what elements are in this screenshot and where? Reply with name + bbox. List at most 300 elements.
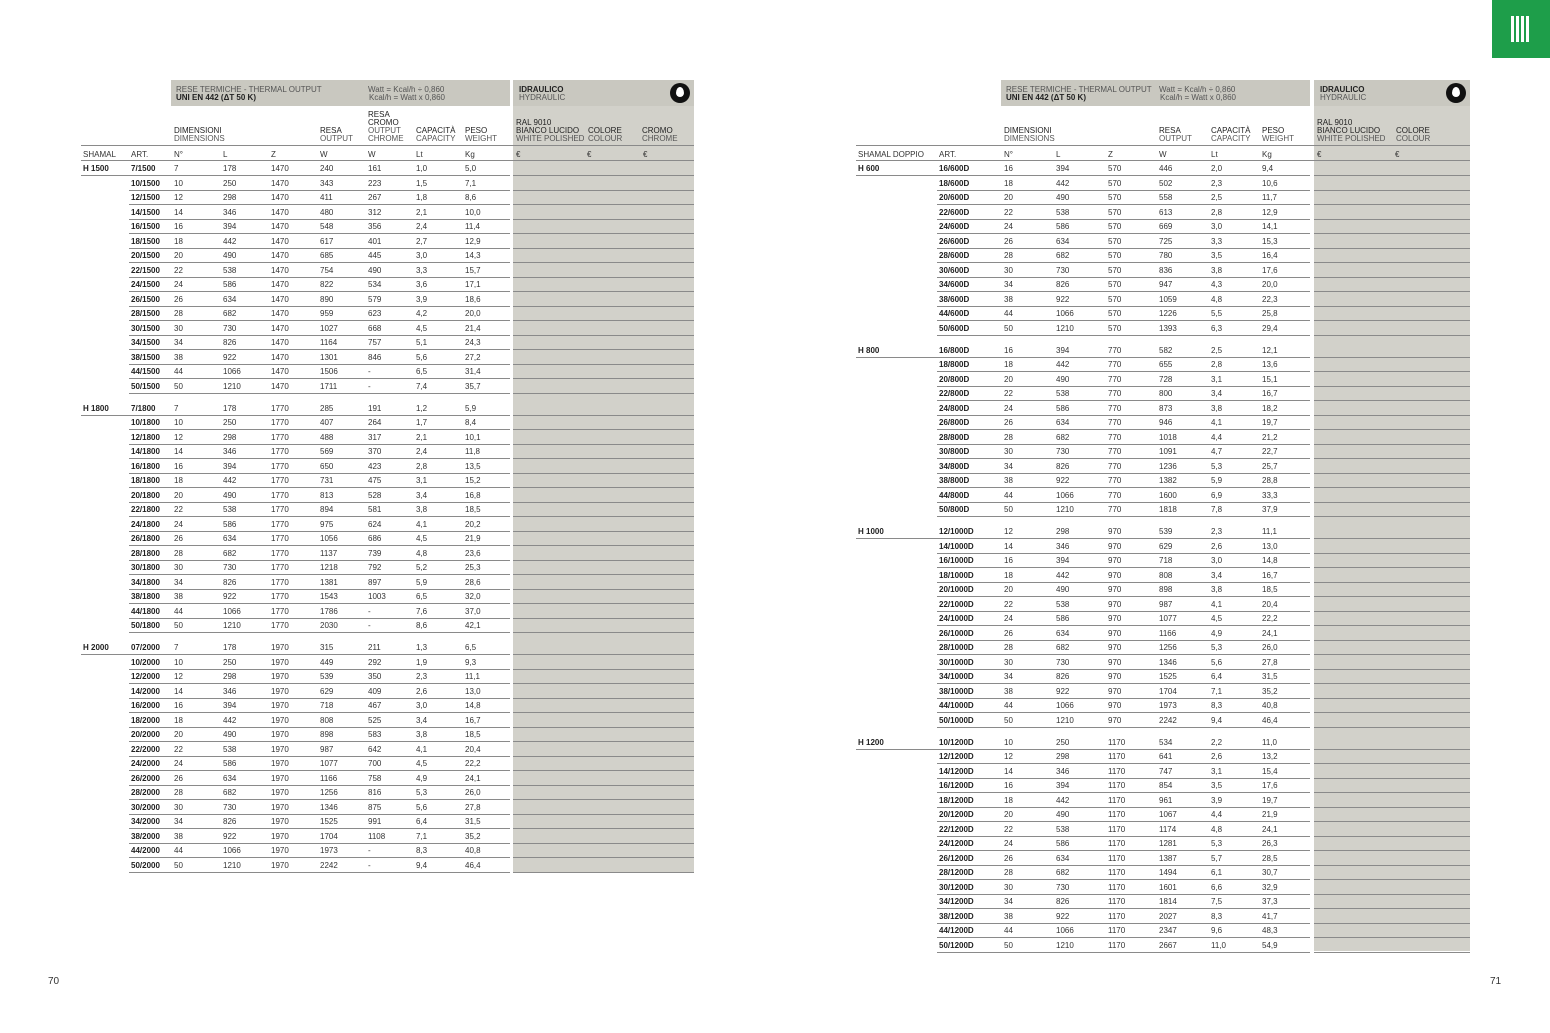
cell-kg: 11,0 xyxy=(1262,737,1277,747)
cell-wc: 356 xyxy=(368,222,382,231)
cell-wc: 191 xyxy=(368,403,382,413)
cell-art: 50/800D xyxy=(939,505,970,514)
cell-art: 50/1000D xyxy=(939,715,974,725)
cell-n: 14 xyxy=(174,686,183,696)
cell-lt: 4,8 xyxy=(1211,294,1223,304)
cell-kg: 28,6 xyxy=(465,577,481,587)
cell-l: 730 xyxy=(1056,882,1070,892)
cell-n: 44 xyxy=(1004,490,1013,500)
cell-n: 26 xyxy=(1004,628,1013,638)
chrome-output-label-3: OUTPUT xyxy=(368,126,401,135)
cell-w: 2347 xyxy=(1159,926,1177,935)
cell-n: 34 xyxy=(174,338,183,347)
col-n-label: N° xyxy=(1004,150,1013,159)
cell-art: 24/600D xyxy=(939,222,970,231)
cell-z: 770 xyxy=(1108,505,1122,514)
cell-lt: 2,3 xyxy=(1211,178,1223,188)
cell-w: 1525 xyxy=(320,817,338,826)
cell-z: 770 xyxy=(1108,403,1122,413)
cell-w: 488 xyxy=(320,432,334,442)
cell-z: 1470 xyxy=(271,207,289,217)
dimensions-label-it: DIMENSIONI xyxy=(1004,126,1052,135)
cell-n: 10 xyxy=(174,178,183,188)
cell-kg: 10,6 xyxy=(1262,178,1278,188)
cell-n: 44 xyxy=(174,606,183,616)
page-number-left: 70 xyxy=(48,976,60,987)
cell-kg: 15,7 xyxy=(465,265,481,275)
price-row-rule xyxy=(513,320,694,321)
price-row-rule xyxy=(1314,357,1470,358)
cell-l: 586 xyxy=(1056,614,1070,623)
row-rule xyxy=(129,756,510,757)
cell-w: 1525 xyxy=(1159,672,1177,681)
cell-z: 1770 xyxy=(271,461,289,471)
cell-lt: 9,6 xyxy=(1211,926,1223,935)
row-rule xyxy=(937,669,1310,670)
cell-wc: - xyxy=(368,621,371,630)
cell-kg: 35,2 xyxy=(465,831,481,841)
cell-w: 946 xyxy=(1159,418,1173,427)
cell-l: 298 xyxy=(223,432,237,442)
cell-z: 1970 xyxy=(271,831,289,841)
cell-kg: 24,1 xyxy=(465,773,481,783)
price-row-rule xyxy=(513,415,694,416)
row-rule xyxy=(937,248,1310,249)
cell-n: 12 xyxy=(174,432,183,442)
cell-l: 634 xyxy=(1056,628,1070,638)
cell-n: 10 xyxy=(174,657,183,667)
cell-l: 490 xyxy=(1056,585,1070,594)
cell-n: 20 xyxy=(174,490,183,500)
cell-w: 629 xyxy=(1159,541,1173,551)
cell-lt: 5,7 xyxy=(1211,853,1223,863)
cell-art: 28/1200D xyxy=(939,868,974,877)
cell-wc: 583 xyxy=(368,730,382,739)
row-rule xyxy=(129,589,510,590)
row-rule xyxy=(937,444,1310,445)
cell-n: 24 xyxy=(174,519,183,529)
cell-art: 50/1500 xyxy=(131,381,160,391)
row-rule xyxy=(937,233,1310,234)
cell-l: 178 xyxy=(223,403,237,413)
cell-w: 1382 xyxy=(1159,476,1177,485)
cell-z: 1470 xyxy=(271,280,289,289)
cell-lt: 2,0 xyxy=(1211,164,1223,173)
cell-w: 808 xyxy=(1159,570,1173,580)
white-polished-label-it: BIANCO LUCIDO xyxy=(1317,126,1381,135)
cell-w: 480 xyxy=(320,207,334,217)
cell-n: 50 xyxy=(174,621,183,630)
price-row-rule xyxy=(1314,335,1470,336)
cell-n: 30 xyxy=(174,563,183,572)
cell-l: 394 xyxy=(1056,345,1070,355)
price-row-rule xyxy=(1314,277,1470,278)
price-row-rule xyxy=(513,814,694,815)
row-rule xyxy=(129,683,510,684)
cell-n: 38 xyxy=(1004,686,1013,696)
cell-kg: 19,7 xyxy=(1262,418,1278,427)
cell-l: 922 xyxy=(1056,476,1070,485)
cell-art: 10/1800 xyxy=(131,418,160,427)
cell-art: 22/1800 xyxy=(131,505,160,514)
col-z-label: Z xyxy=(1108,150,1113,159)
row-rule xyxy=(129,669,510,670)
cell-z: 1170 xyxy=(1108,868,1126,877)
cell-w: 718 xyxy=(1159,556,1173,565)
cell-l: 490 xyxy=(223,490,237,500)
cell-kg: 16,7 xyxy=(1262,570,1278,580)
cell-lt: 5,9 xyxy=(1211,476,1223,485)
cell-art: 18/1500 xyxy=(131,236,160,246)
thermal-title: RESE TERMICHE - THERMAL OUTPUT xyxy=(1006,85,1152,94)
cell-lt: 11,0 xyxy=(1211,940,1226,950)
cell-z: 1470 xyxy=(271,236,289,246)
price-row-rule xyxy=(513,872,694,873)
cell-w: 1137 xyxy=(320,548,338,558)
price-row-rule xyxy=(513,618,694,619)
output-label-it: RESA xyxy=(320,126,342,135)
cell-kg: 20,0 xyxy=(465,309,481,318)
cell-z: 970 xyxy=(1108,701,1122,710)
cell-art: 34/1200D xyxy=(939,897,974,906)
cell-l: 346 xyxy=(1056,541,1070,551)
cell-z: 770 xyxy=(1108,432,1122,442)
cell-kg: 15,1 xyxy=(1262,374,1278,384)
hydraulic-label-en: HYDRAULIC xyxy=(519,93,566,102)
cell-l: 1066 xyxy=(1056,490,1074,500)
row-rule xyxy=(129,473,510,474)
price-row-rule xyxy=(1314,792,1470,793)
cell-l: 538 xyxy=(223,265,237,275)
cell-w: 2027 xyxy=(1159,911,1177,921)
cell-n: 7 xyxy=(174,164,179,173)
cell-lt: 4,9 xyxy=(1211,628,1223,638)
row-rule xyxy=(129,814,510,815)
cell-w: 1056 xyxy=(320,534,338,543)
cell-lt: 2,5 xyxy=(1211,193,1223,202)
row-rule xyxy=(129,785,510,786)
price-row-rule xyxy=(1314,596,1470,597)
cell-wc: 370 xyxy=(368,447,382,456)
cell-l: 490 xyxy=(223,251,237,260)
cell-z: 770 xyxy=(1108,360,1122,369)
cell-kg: 28,5 xyxy=(1262,853,1278,863)
cell-n: 20 xyxy=(174,251,183,260)
cell-n: 16 xyxy=(1004,345,1013,355)
cell-w: 1059 xyxy=(1159,294,1177,304)
cell-z: 1970 xyxy=(271,672,289,681)
price-row-rule xyxy=(513,444,694,445)
row-rule xyxy=(129,444,510,445)
cell-n: 30 xyxy=(1004,447,1013,456)
cell-w: 1494 xyxy=(1159,868,1177,877)
price-row-rule xyxy=(513,669,694,670)
price-row-rule xyxy=(1314,952,1470,953)
row-rule xyxy=(937,371,1310,372)
cell-wc: - xyxy=(368,381,371,391)
cell-kg: 15,3 xyxy=(1262,236,1278,246)
cell-n: 50 xyxy=(174,381,183,391)
cell-art: 10/1500 xyxy=(131,178,160,188)
cell-z: 1470 xyxy=(271,352,289,362)
price-row-rule xyxy=(513,589,694,590)
cell-wc: 624 xyxy=(368,519,382,529)
euro-white-label: € xyxy=(516,150,521,159)
cell-w: 1164 xyxy=(320,338,338,347)
price-row-rule xyxy=(1314,444,1470,445)
price-row-rule xyxy=(513,429,694,430)
cell-kg: 16,8 xyxy=(465,490,481,500)
cell-kg: 27,8 xyxy=(1262,657,1278,667)
row-rule xyxy=(129,248,510,249)
cell-kg: 7,1 xyxy=(465,178,477,188)
cell-n: 12 xyxy=(174,672,183,681)
cell-l: 442 xyxy=(223,236,237,246)
cell-l: 682 xyxy=(223,548,237,558)
cell-z: 1470 xyxy=(271,222,289,231)
cell-w: 1226 xyxy=(1159,309,1177,318)
hydraulic-label-it: IDRAULICO xyxy=(1320,85,1365,94)
cell-w: 1077 xyxy=(320,759,338,768)
row-rule xyxy=(129,603,510,604)
row-rule xyxy=(937,850,1310,851)
cell-w: 1236 xyxy=(1159,461,1177,471)
group-label: H 1800 xyxy=(83,403,109,413)
price-row-rule xyxy=(513,233,694,234)
row-rule xyxy=(129,741,510,742)
cell-n: 12 xyxy=(174,193,183,202)
cell-z: 570 xyxy=(1108,222,1122,231)
price-row-rule xyxy=(1314,923,1470,924)
price-row-rule xyxy=(513,487,694,488)
cell-w: 1346 xyxy=(1159,657,1177,667)
row-rule xyxy=(937,415,1310,416)
cell-kg: 41,7 xyxy=(1262,911,1278,921)
cell-n: 24 xyxy=(1004,222,1013,231)
cell-kg: 12,9 xyxy=(465,236,481,246)
cell-kg: 11,7 xyxy=(1262,193,1277,202)
cell-z: 1770 xyxy=(271,403,289,413)
cell-l: 298 xyxy=(223,193,237,202)
cell-w: 1018 xyxy=(1159,432,1177,442)
cell-w: 1381 xyxy=(320,577,338,587)
cell-lt: 3,0 xyxy=(1211,222,1223,231)
cell-l: 250 xyxy=(223,657,237,667)
watt-formula: Watt = Kcal/h ÷ 0,860 xyxy=(368,85,445,94)
price-row-rule xyxy=(513,574,694,575)
row-rule xyxy=(937,763,1310,764)
cell-l: 586 xyxy=(223,280,237,289)
cell-n: 18 xyxy=(1004,570,1013,580)
ral-label: RAL 9010 xyxy=(516,118,552,127)
cell-l: 250 xyxy=(223,418,237,427)
cell-lt: 5,6 xyxy=(416,352,428,362)
thermal-norm: UNI EN 442 (ΔT 50 K) xyxy=(176,93,256,102)
cell-l: 826 xyxy=(223,338,237,347)
cell-z: 1170 xyxy=(1108,853,1126,863)
cell-art: 38/1000D xyxy=(939,686,974,696)
cell-n: 24 xyxy=(1004,614,1013,623)
cell-wc: 475 xyxy=(368,476,382,485)
cell-art: 22/600D xyxy=(939,207,970,217)
cell-lt: 4,5 xyxy=(416,323,428,333)
cell-l: 394 xyxy=(223,701,237,710)
cell-n: 38 xyxy=(174,352,183,362)
row-rule xyxy=(81,175,510,176)
cell-n: 28 xyxy=(174,788,183,797)
cell-lt: 2,7 xyxy=(416,236,428,246)
cell-z: 1970 xyxy=(271,802,289,812)
cell-w: 548 xyxy=(320,222,334,231)
cell-l: 1210 xyxy=(223,860,241,870)
cell-art: 38/1500 xyxy=(131,352,160,362)
euro-chrome-label: € xyxy=(643,150,648,159)
cell-w: 1601 xyxy=(1159,882,1177,892)
row-rule xyxy=(937,908,1310,909)
cell-lt: 7,1 xyxy=(416,831,428,841)
cell-n: 18 xyxy=(174,236,183,246)
cell-kg: 22,2 xyxy=(465,759,481,768)
header-rule xyxy=(856,145,1470,146)
price-row-rule xyxy=(1314,727,1470,728)
cell-lt: 4,1 xyxy=(1211,599,1223,609)
cell-kg: 24,3 xyxy=(465,338,481,347)
cell-w: 240 xyxy=(320,164,334,173)
cell-z: 1970 xyxy=(271,759,289,768)
cell-w: 800 xyxy=(1159,389,1173,398)
cell-kg: 17,6 xyxy=(1262,781,1278,790)
cell-n: 16 xyxy=(174,701,183,710)
cell-l: 298 xyxy=(223,672,237,681)
row-rule xyxy=(937,473,1310,474)
cell-w: 569 xyxy=(320,447,334,456)
cell-z: 1770 xyxy=(271,447,289,456)
cell-z: 1970 xyxy=(271,773,289,783)
cell-art: 34/600D xyxy=(939,280,970,289)
price-row-rule xyxy=(513,516,694,517)
cell-z: 1170 xyxy=(1108,839,1126,848)
cell-z: 570 xyxy=(1108,251,1122,260)
price-row-rule xyxy=(1314,582,1470,583)
hydraulic-label-en: HYDRAULIC xyxy=(1320,93,1367,102)
cell-art: 34/2000 xyxy=(131,817,160,826)
cell-art: 44/800D xyxy=(939,490,970,500)
cell-art: 44/2000 xyxy=(131,846,160,855)
cell-kg: 27,8 xyxy=(465,802,481,812)
cell-z: 970 xyxy=(1108,715,1122,725)
cell-l: 1066 xyxy=(1056,701,1074,710)
cell-z: 1770 xyxy=(271,563,289,572)
cell-w: 718 xyxy=(320,701,334,710)
cell-wc: 490 xyxy=(368,265,382,275)
cell-wc: - xyxy=(368,860,371,870)
cell-w: 813 xyxy=(320,490,334,500)
price-row-rule xyxy=(513,248,694,249)
cell-kg: 8,4 xyxy=(465,418,477,427)
row-rule xyxy=(937,937,1310,938)
row-rule xyxy=(129,429,510,430)
cell-z: 970 xyxy=(1108,643,1122,652)
cell-lt: 3,4 xyxy=(1211,570,1223,580)
cell-z: 1770 xyxy=(271,534,289,543)
cell-n: 18 xyxy=(174,476,183,485)
cell-wc: 846 xyxy=(368,352,382,362)
cell-l: 442 xyxy=(223,715,237,725)
price-row-rule xyxy=(513,458,694,459)
price-row-rule xyxy=(1314,640,1470,641)
cell-lt: 7,5 xyxy=(1211,897,1223,906)
cell-w: 1711 xyxy=(320,381,338,391)
cell-kg: 35,7 xyxy=(465,381,481,391)
price-row-rule xyxy=(1314,669,1470,670)
cell-lt: 2,6 xyxy=(1211,541,1223,551)
cell-lt: 4,8 xyxy=(416,548,428,558)
cell-l: 394 xyxy=(1056,556,1070,565)
cell-lt: 1,0 xyxy=(416,164,428,173)
cell-art: 10/1200D xyxy=(939,737,974,747)
ral-label: RAL 9010 xyxy=(1317,118,1353,127)
cell-w: 558 xyxy=(1159,193,1173,202)
row-rule xyxy=(937,458,1310,459)
cell-l: 634 xyxy=(223,534,237,543)
cell-art: 14/1800 xyxy=(131,447,160,456)
price-row-rule xyxy=(513,502,694,503)
cell-kg: 20,0 xyxy=(1262,280,1278,289)
cell-wc: 757 xyxy=(368,338,382,347)
cell-z: 1470 xyxy=(271,323,289,333)
cell-lt: 3,8 xyxy=(416,730,428,739)
price-row-rule xyxy=(513,683,694,684)
cell-art: 12/2000 xyxy=(131,672,160,681)
cell-n: 50 xyxy=(1004,323,1013,333)
cell-w: 641 xyxy=(1159,752,1173,761)
cell-lt: 2,8 xyxy=(416,461,428,471)
cell-w: 2242 xyxy=(1159,715,1177,725)
cell-n: 28 xyxy=(174,548,183,558)
cell-wc: 534 xyxy=(368,280,382,289)
cell-art: 20/1500 xyxy=(131,251,160,260)
cell-wc: 875 xyxy=(368,802,382,812)
cell-art: 38/1200D xyxy=(939,911,974,921)
price-row-rule xyxy=(513,857,694,858)
row-rule xyxy=(129,516,510,517)
price-row-rule xyxy=(513,204,694,205)
cell-w: 1067 xyxy=(1159,810,1177,819)
col-wc-label: W xyxy=(368,150,376,159)
row-rule xyxy=(129,190,510,191)
cell-art: 30/600D xyxy=(939,265,970,275)
cell-l: 178 xyxy=(223,164,237,173)
row-rule xyxy=(129,262,510,263)
price-row-rule xyxy=(1314,175,1470,176)
capacity-label-it: CAPACITÀ xyxy=(416,126,456,135)
cell-art: 24/1800 xyxy=(131,519,160,529)
cell-l: 538 xyxy=(1056,599,1070,609)
cell-lt: 3,4 xyxy=(1211,389,1223,398)
cell-n: 18 xyxy=(1004,795,1013,805)
cell-wc: 267 xyxy=(368,193,382,202)
cell-kg: 6,5 xyxy=(465,643,477,652)
cell-w: 961 xyxy=(1159,795,1173,805)
cell-lt: 2,4 xyxy=(416,447,428,456)
cell-z: 970 xyxy=(1108,527,1122,536)
cell-l: 586 xyxy=(223,759,237,768)
cell-z: 970 xyxy=(1108,672,1122,681)
cell-lt: 3,5 xyxy=(1211,251,1223,260)
cell-art: 20/600D xyxy=(939,193,970,202)
cell-l: 826 xyxy=(223,817,237,826)
cell-kg: 22,3 xyxy=(1262,294,1278,304)
